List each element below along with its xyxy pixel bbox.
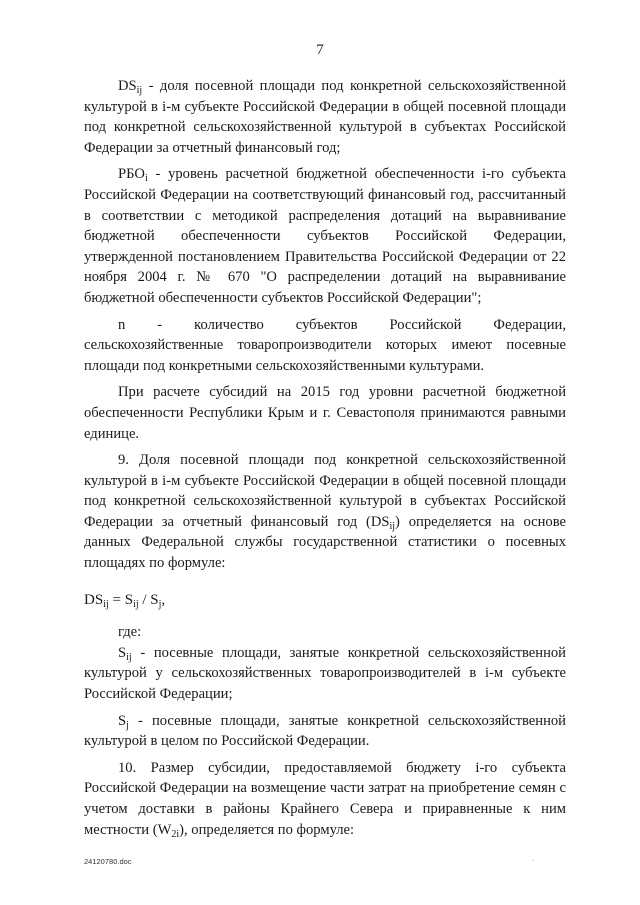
paragraph-n-definition bbox=[84, 315, 566, 377]
section-9-text-a: 9. Доля посевной площади под конкретной сельскохозяйственной культурой в i-м субъекте Российской Федерации в общей посевной площади под конкретной сельскохозяйственной культурой в субъектах Российской Федерации за отчетный финансовый год (DS bbox=[84, 452, 566, 530]
formula-ds bbox=[84, 590, 566, 611]
sij-subscript: ij bbox=[126, 651, 132, 663]
paragraph-sij-definition bbox=[84, 643, 566, 705]
paragraph-section-10 bbox=[84, 758, 566, 840]
formula-slash: / S bbox=[138, 591, 159, 608]
section-10-text-b: ), определяется по формуле: bbox=[179, 821, 355, 838]
footer-filename: 24120780.doc bbox=[84, 857, 132, 866]
paragraph-crimea-note bbox=[84, 382, 566, 444]
page-number: 7 bbox=[316, 42, 324, 58]
paragraph-ds-definition bbox=[84, 76, 566, 158]
paragraph-sj-definition bbox=[84, 711, 566, 752]
formula-s2-sub: j bbox=[158, 598, 162, 610]
ds-subscript: ij bbox=[136, 85, 143, 96]
rbo-definition-text: - уровень расчетной бюджетной обеспеченности i-го субъекта Российской Федерации на соответствующий финансовый год, рассчитанный в соответствии с методикой распределения дотаций на выравнивание бюджетной обеспеченности субъектов Российской Федерации, утвержденной постановлением Правительства Российской Федерации от 22 ноября 2004 г. № 670 "О распределении дотаций на выравнивание бюджетной обеспеченности субъектов Российской Федерации"; bbox=[84, 166, 566, 306]
sj-symbol: S bbox=[118, 712, 127, 729]
sij-definition-text: - посевные площади, занятые конкретной сельскохозяйственной культурой у сельскохозяйственных товаропроизводителей в i-м субъекте Российской Федерации; bbox=[84, 644, 566, 703]
formula-s1-sub: ij bbox=[133, 598, 139, 610]
section-10-text-a: 10. Размер субсидии, предоставляемой бюджету i-го субъекта Российской Федерации на возмещение части затрат на приобретение семян с учетом доставки в районы Крайнего Севера и приравненные к ним местности (W bbox=[84, 759, 566, 838]
rbo-symbol: РБО bbox=[118, 166, 145, 183]
sj-subscript: j bbox=[126, 719, 129, 731]
paragraph-section-9 bbox=[84, 450, 566, 574]
formula-end: , bbox=[161, 591, 166, 608]
section-10-subscript: 2i bbox=[171, 828, 180, 840]
n-definition-text: n - количество субъектов Российской Федерации, сельскохозяйственные товаропроизводители которых имеют посевные площади под конкретными сельскохозяйственными культурами. bbox=[84, 316, 566, 374]
section-9-text-b: ) определяется на основе данных Федеральной службы государственной статистики о посевных площадях по формуле: bbox=[84, 513, 566, 572]
scan-dot-mark: . bbox=[532, 854, 534, 863]
rbo-subscript: i bbox=[144, 173, 148, 185]
formula-lhs-sub: ij bbox=[103, 598, 109, 610]
paragraph-rbo-definition bbox=[84, 164, 566, 308]
ds-definition-text: - доля посевной площади под конкретной сельскохозяйственной культурой в i-м субъекте Российской Федерации в общей посевной площади под конкретной сельскохозяйственной культурой в субъектах Российской Федерации за отчетный финансовый год; bbox=[84, 78, 566, 156]
ds-symbol: DS bbox=[118, 78, 137, 94]
where-label: где: bbox=[118, 624, 142, 641]
crimea-note-text: При расчете субсидий на 2015 год уровни расчетной бюджетной обеспеченности Республики Крым и г. Севастополя принимаются равными единице. bbox=[84, 384, 566, 442]
document-body bbox=[84, 76, 566, 840]
sij-symbol: S bbox=[118, 644, 127, 661]
sj-definition-text: - посевные площади, занятые конкретной сельскохозяйственной культурой в целом по Российской Федерации. bbox=[84, 712, 566, 750]
formula-eq: = S bbox=[108, 591, 134, 608]
formula-lhs: DS bbox=[84, 591, 104, 608]
section-9-subscript: ij bbox=[389, 520, 396, 532]
